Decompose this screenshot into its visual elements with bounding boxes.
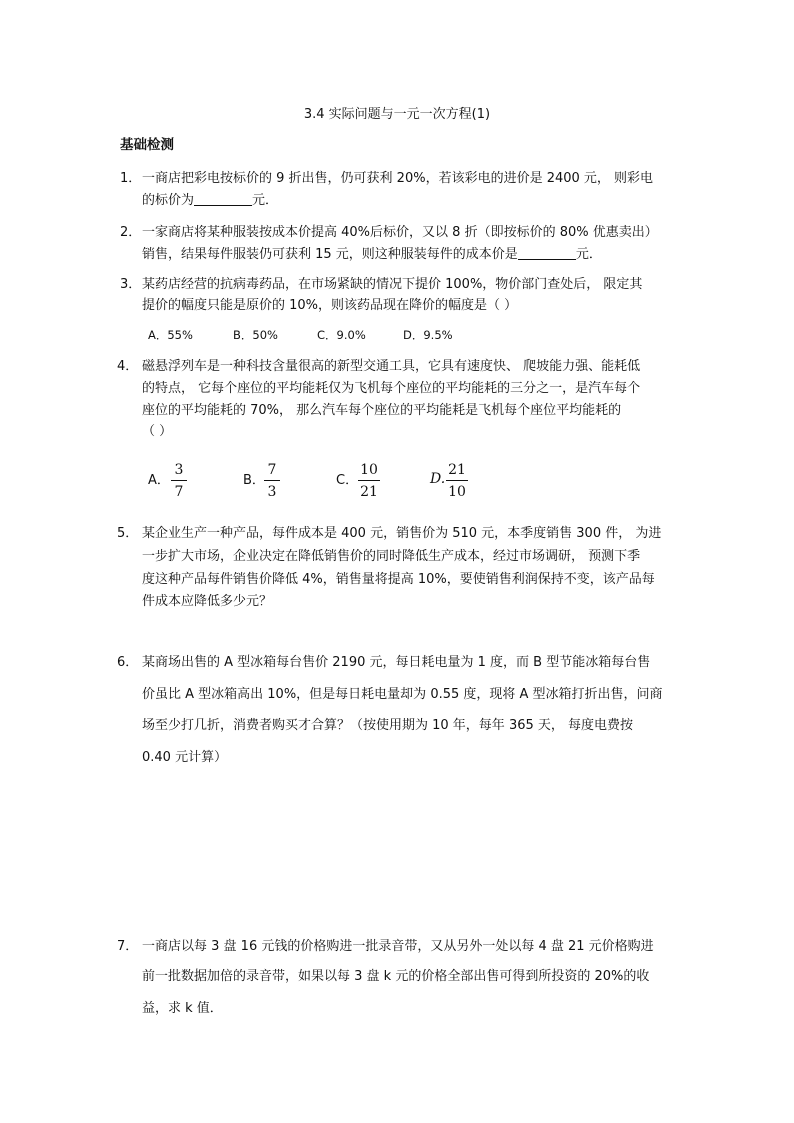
fraction-denominator: 21 [360, 484, 378, 500]
question-text-line: 度这种产品每件销售价降低 4%，销售量将提高 10%，要使销售利润保持不变，该产品每 [142, 572, 655, 587]
question-text-line: 场至少打几折，消费者购买才合算？（按使用期为 10 年，每年 365 天， 每度电费按 [142, 718, 634, 733]
question-number: 3． [120, 277, 142, 292]
option-label: C． [336, 473, 359, 488]
question-text: 元． [252, 193, 279, 208]
option-label: A． [148, 473, 170, 488]
fraction [264, 462, 280, 500]
question-text-line: 一步扩大市场，企业决定在降低销售价的同时降低生产成本，经过市场调研， 预测下季 [142, 549, 641, 564]
fraction [358, 462, 380, 500]
question-number: 5． [117, 526, 139, 541]
question-number: 2． [120, 225, 142, 240]
fraction-denominator: 10 [448, 484, 466, 500]
question-text: 元． [575, 247, 602, 262]
question-text-line: 价虽比 A 型冰箱高出 10%，但是每日耗电量却为 0.55 度，现将 A 型冰箱打折出售，问商 [142, 687, 663, 702]
option-label: B． [243, 473, 265, 488]
question-text-line: 座位的平均能耗的 70%， 那么汽车每个座位的平均能耗是飞机每个座位平均能耗的 [142, 403, 622, 418]
question-text-line: 某商场出售的 A 型冰箱每台售价 2190 元，每日耗电量为 1 度，而 B 型节能冰箱每台售 [142, 655, 651, 670]
question-text-line: 益，求 k 值． [142, 1001, 223, 1016]
question-text-line: （ ） [142, 424, 173, 439]
option-label: D. [430, 471, 446, 487]
fraction [171, 462, 187, 500]
question-text-line: 一家商店将某种服装按成本价提高 40%后标价，又以 8 折（即按标价的 80% 优惠卖出） [142, 225, 658, 240]
question-text-line: 前一批数据加倍的录音带，如果以每 3 盘 k 元的价格全部出售可得到所投资的 20%的收 [142, 969, 650, 984]
question-text-line: 某企业生产一种产品，每件成本是 400 元，销售价为 510 元，本季度销售 300 件， 为进 [142, 526, 662, 541]
section-heading: 基础检测 [120, 137, 174, 153]
question-text-line [142, 247, 602, 261]
question-text-line [142, 193, 278, 207]
page-title: 3.4 实际问题与一元一次方程(1) [303, 107, 491, 122]
answer-blank[interactable] [518, 247, 576, 260]
option-c[interactable]: C．9.0% [317, 328, 366, 342]
question-text: 销售，结果每件服装仍可获利 15 元，则这种服装每件的成本价是 [142, 247, 518, 262]
fraction [446, 462, 468, 500]
answer-blank[interactable] [194, 193, 252, 206]
question-number: 7． [117, 939, 139, 954]
question-text-line: 件成本应降低多少元？ [142, 594, 273, 609]
option-b[interactable]: B．50% [233, 328, 278, 342]
question-text-line: 一商店以每 3 盘 16 元钱的价格购进一批录音带，又从另外一处以每 4 盘 21 元价格购进 [142, 939, 654, 954]
option-d[interactable]: D．9.5% [403, 328, 453, 342]
option-a[interactable]: A．55% [148, 328, 193, 342]
question-text-line: 一商店把彩电按标价的 9 折出售，仍可获利 20%，若该彩电的进价是 2400 元， 则彩电 [142, 171, 654, 186]
question-text-line: 提价的幅度只能是原价的 10%，则该药品现在降价的幅度是（ ） [142, 298, 518, 313]
question-text-line: 磁悬浮列车是一种科技含量很高的新型交通工具，它具有速度快、 爬坡能力强、能耗低 [142, 359, 641, 374]
question-text-line: 的特点， 它每个座位的平均能耗仅为飞机每个座位的平均能耗的三分之一，是汽车每个 [142, 381, 641, 396]
question-text-line: 某药店经营的抗病毒药品，在市场紧缺的情况下提价 100%，物价部门查处后， 限定其 [142, 277, 643, 292]
fraction-denominator: 3 [267, 484, 277, 500]
fraction-denominator: 7 [174, 484, 184, 500]
fraction-numerator: 3 [171, 462, 187, 481]
question-number: 1． [120, 171, 142, 186]
question-text-line: 0.40 元计算） [142, 750, 228, 765]
question-text: 的标价为 [142, 193, 195, 208]
question-number: 6． [117, 655, 139, 670]
fraction-numerator: 21 [446, 462, 468, 481]
question-number: 4． [117, 359, 139, 374]
fraction-numerator: 10 [358, 462, 380, 481]
fraction-numerator: 7 [264, 462, 280, 481]
